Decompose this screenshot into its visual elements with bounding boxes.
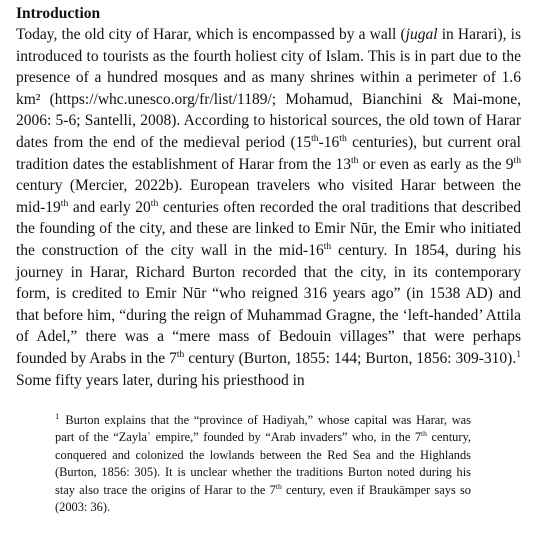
text-run: century. In 1854, during his journey in Harar, Richard Burton recorded that the city, in its contemporary form, is credited to Emir Nūr “who reigned 316 years ago” (in 1538 AD) and that before him, “during the reign of Muhammad Gragne, the ‘left-handed’ Attila of Adel,” there was a “mere mass of Bedouin villages” that were perhaps founded by Arabs in the 7 (16, 241, 521, 367)
superscript: th (421, 429, 428, 439)
text-run: century (Burton, 1855: 144; Burton, 1856: 309-310). (184, 349, 517, 367)
superscript: th (350, 154, 359, 166)
body-paragraph (16, 24, 521, 391)
superscript: th (323, 240, 332, 252)
footnote-number: 1 (55, 410, 60, 421)
italic-term: jugal (405, 26, 438, 43)
superscript: th (150, 197, 159, 209)
footnote-block (55, 412, 471, 516)
section-heading: Introduction (16, 5, 101, 22)
superscript: th (339, 132, 347, 144)
article-page (16, 4, 521, 391)
footnote-reference[interactable]: 1 (516, 348, 521, 360)
text-run: -16 (318, 133, 340, 151)
superscript: th (513, 154, 521, 166)
superscript: th (60, 197, 69, 209)
text-run: centuries), but current oral tradition dates the establishment of Harar from the 13 (16, 133, 521, 173)
text-run: in Harari), is introduced to tourists as the fourth holiest city of Islam. This is in part due to the presence of a hundred mosques and as many shrines within a perimeter of 1.6 km² (https://whc.unesco.org/fr/list/1189/; Mohamud, Bianchini & Mai-mone, 2006: 5-6; Santelli, 2008). According to historical sources, the old town of Harar dates from the end of the medieval period (15 (16, 26, 522, 151)
text-run: or even as early as the 9 (358, 155, 514, 173)
text-run: Burton explains that the “province of Hadiyah,” whose capital was Harar, was part of the “Zaylaʿ empire,” founded by “Arab invaders” who, in the 7 (55, 413, 471, 445)
superscript: th (176, 348, 185, 360)
text-run: Today, the old city of Harar, which is encompassed by a wall ( (16, 26, 406, 43)
text-run: century, even if Braukämper says so (2003: 36). (55, 482, 471, 515)
footnote-text (55, 412, 471, 516)
superscript: th (311, 132, 319, 144)
superscript: th (275, 481, 282, 491)
text-run: century (Mercier, 2022b). European travelers who visited Harar between the mid-19 (16, 177, 521, 216)
text-run: Some fifty years later, during his priesthood in (16, 371, 305, 389)
text-run: and early 20 (68, 198, 151, 216)
text-run: centuries often recorded the oral traditions that described the founding of the city, and these are linked to Emir Nūr, the Emir who initiated the construction of the city wall in the mid-16 (16, 198, 521, 259)
text-run: century, conquered and colonized the lowlands between the Red Sea and the Highlands (Burton, 1856: 305). It is unclear whether the traditions Burton noted during his stay also trace the origins of Harar to the 7 (55, 430, 471, 497)
